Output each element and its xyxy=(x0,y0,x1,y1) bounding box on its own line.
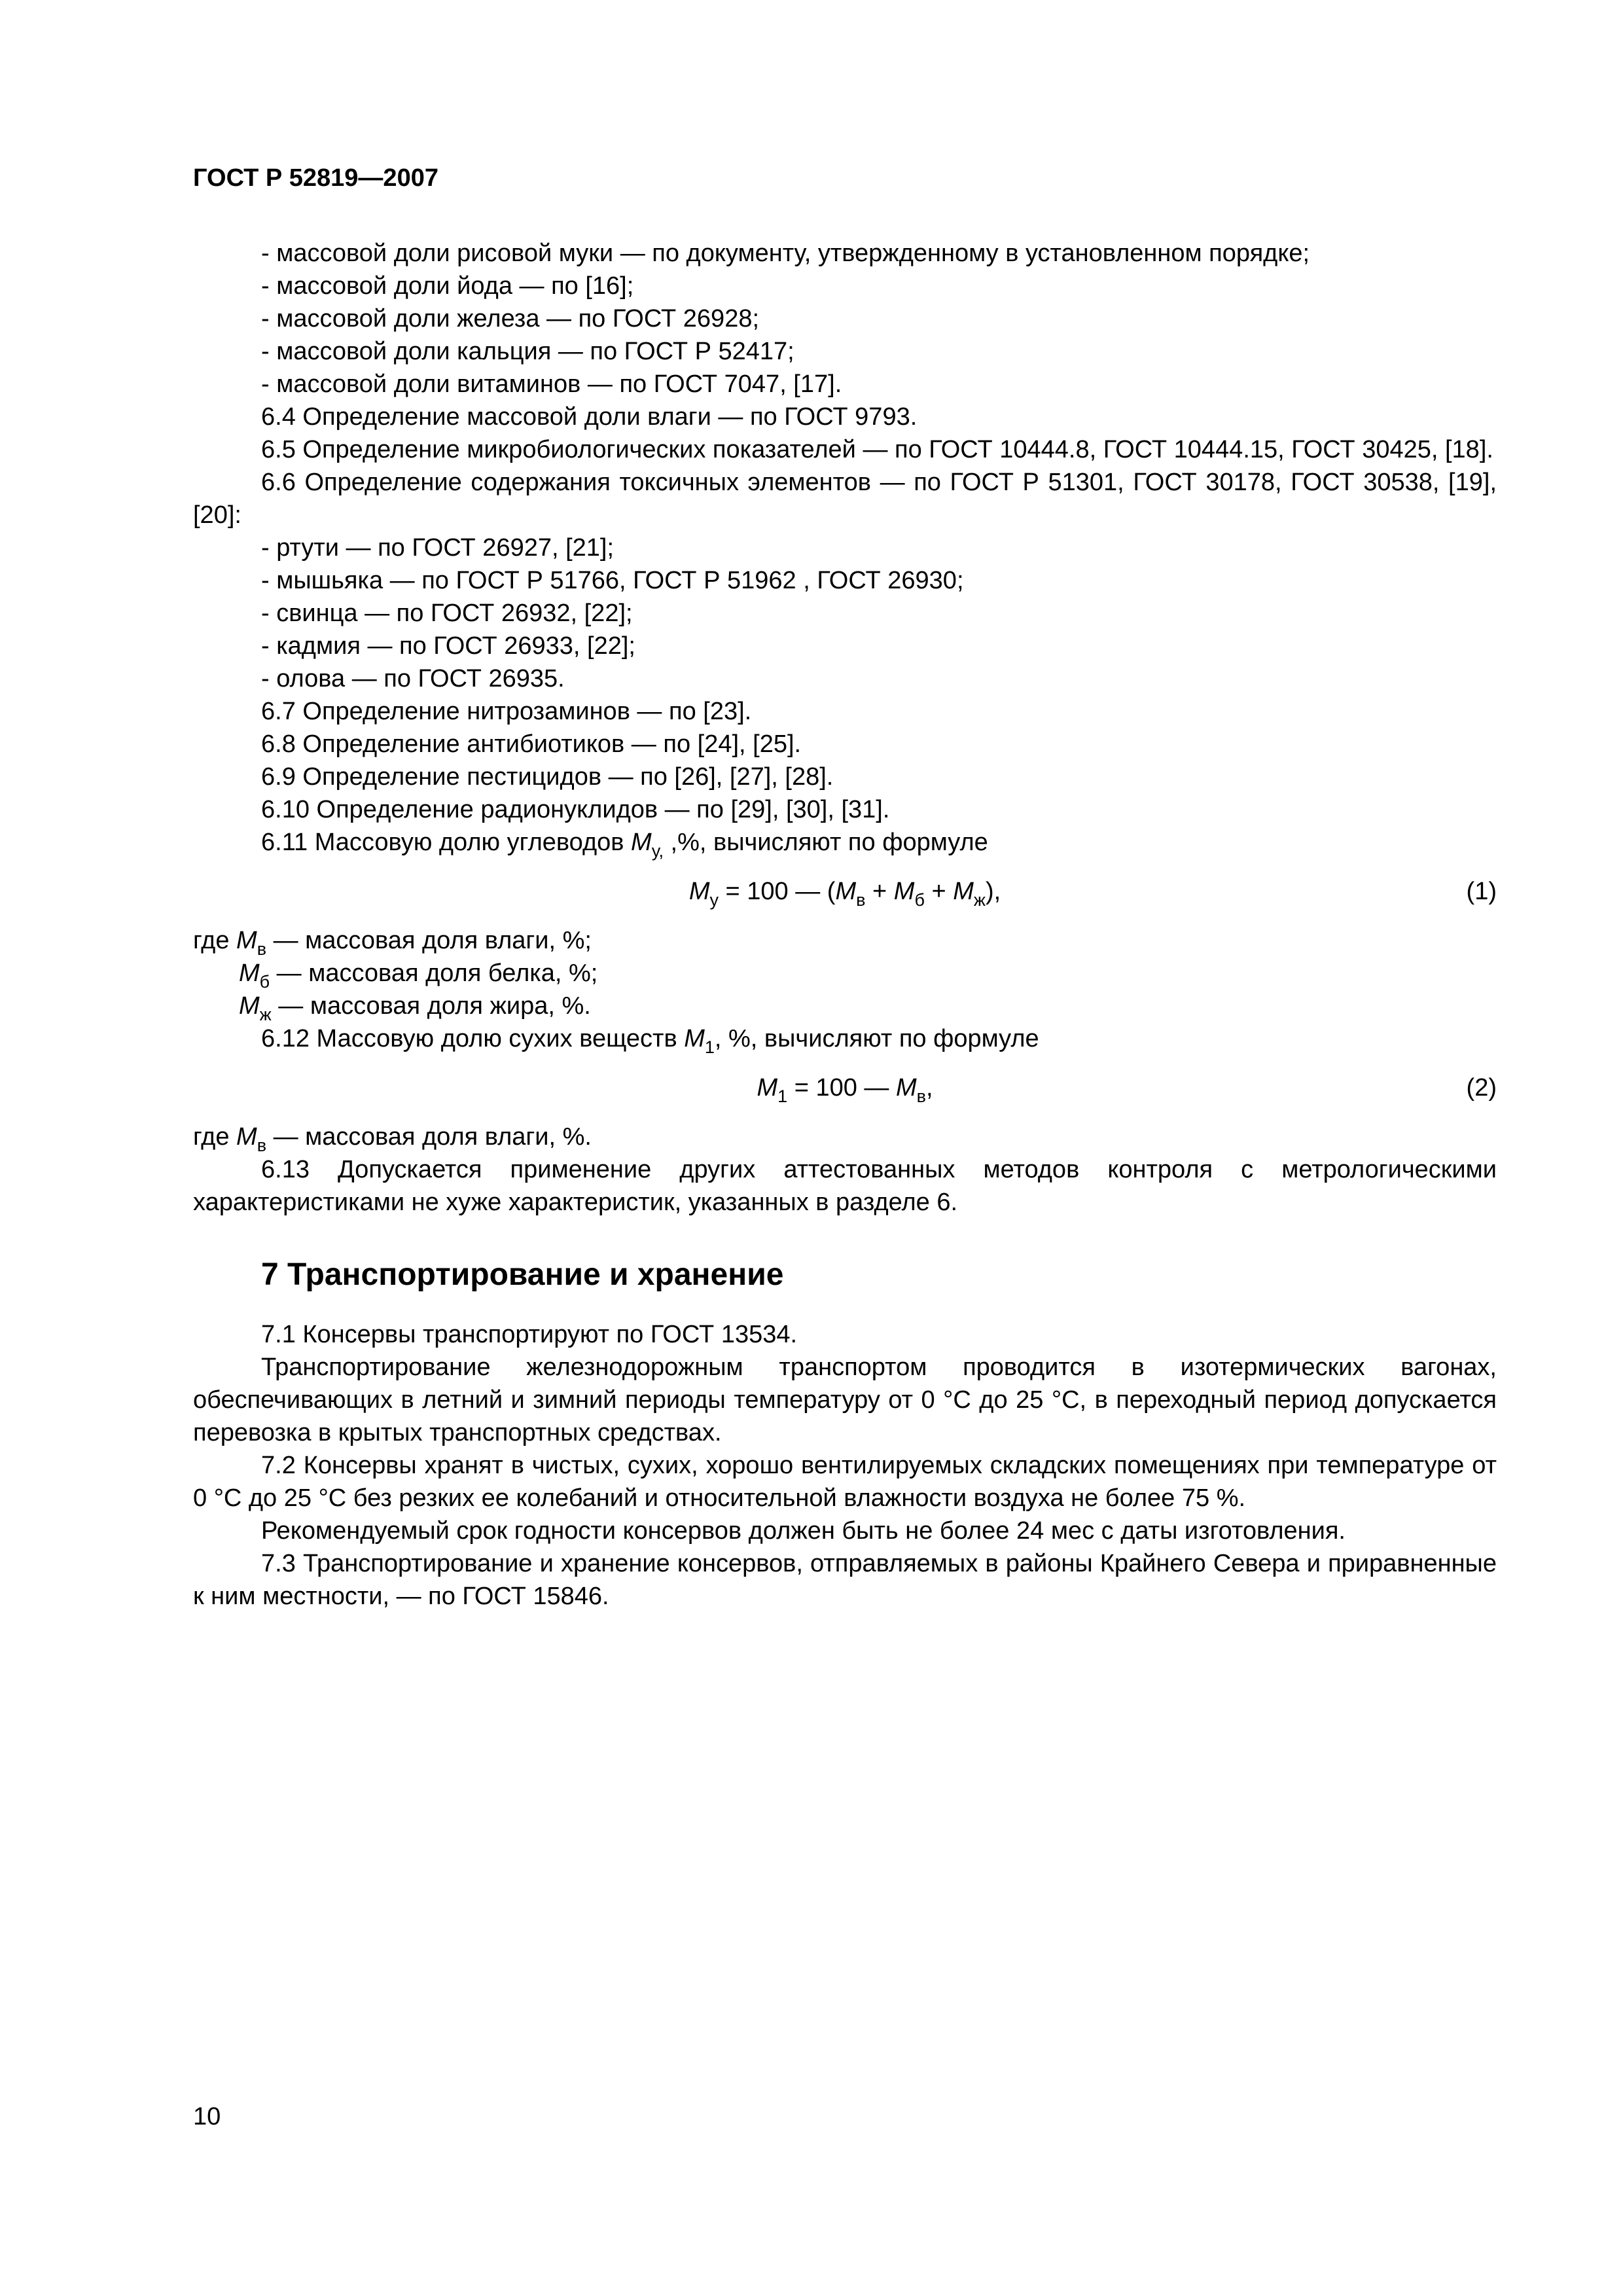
list-item: - ртути — по ГОСТ 26927, [21]; xyxy=(261,534,615,562)
paragraph-6-7: 6.7 Определение нитрозаминов — по [23]. xyxy=(261,698,752,725)
variable-subscript: в xyxy=(257,1136,267,1155)
paragraph-6-11 xyxy=(193,826,1497,859)
variable-subscript: в xyxy=(856,890,866,910)
list-item: - массовой доли рисовой муки — по документу, утвержденному в установленном порядке; xyxy=(261,240,1310,267)
list-item: - свинца — по ГОСТ 26932, [22]; xyxy=(261,600,633,627)
paragraph-text: 6.11 Массовую долю углеводов xyxy=(261,829,632,856)
section-heading: 7 Транспортирование и хранение xyxy=(261,1257,784,1292)
variable: M xyxy=(688,878,710,905)
document-header: ГОСТ Р 52819—2007 xyxy=(193,164,438,192)
definition-line xyxy=(193,957,1497,990)
paragraph-7-1: 7.1 Консервы транспортируют по ГОСТ 13534. xyxy=(261,1321,798,1348)
definition-line xyxy=(193,924,1497,957)
variable-subscript: 1 xyxy=(777,1086,788,1106)
variable: M xyxy=(895,1074,917,1102)
variable: M xyxy=(893,878,915,905)
paragraph-6-8: 6.8 Определение антибиотиков — по [24], [25]. xyxy=(261,730,802,758)
paragraph-text: ,%, вычисляют по формуле xyxy=(664,829,988,856)
variable: M xyxy=(631,829,652,856)
variable: M xyxy=(239,992,260,1020)
paragraph-6-9: 6.9 Определение пестицидов — по [26], [27], [28]. xyxy=(261,763,834,791)
formula-text: + xyxy=(924,878,954,905)
variable: M xyxy=(835,878,857,905)
formula-number: (2) xyxy=(1466,1074,1497,1102)
variable: M xyxy=(684,1025,705,1052)
paragraph-7-1-continued: Транспортирование железнодорожным транспортом проводится в изотермических вагонах, обеспечивающих в летний и зимний периоды температуру от 0 °С до 25 °С, в переходный период допускается перевозка в крытых транспортных средствах. xyxy=(193,1354,1497,1446)
list-item: - массовой доли витаминов — по ГОСТ 7047, [17]. xyxy=(261,370,842,398)
variable: M xyxy=(757,1074,778,1102)
variable: M xyxy=(236,927,257,954)
definition-text: — массовая доля влаги, %. xyxy=(266,1123,592,1151)
variable-subscript: ж xyxy=(259,1005,272,1024)
paragraph-7-2-continued: Рекомендуемый срок годности консервов должен быть не более 24 мес с даты изготовления. xyxy=(261,1517,1346,1545)
variable-subscript: б xyxy=(914,890,925,910)
formula-expression xyxy=(757,1055,933,1121)
definition-text: — массовая доля влаги, %; xyxy=(266,927,592,954)
variable: M xyxy=(239,960,260,987)
formula-2 xyxy=(193,1055,1497,1121)
list-item: - массовой доли йода — по [16]; xyxy=(261,272,634,300)
variable: M xyxy=(236,1123,257,1151)
paragraph-6-5: 6.5 Определение микробиологических показателей — по ГОСТ 10444.8, ГОСТ 10444.15, ГОСТ 30425, [18]. xyxy=(261,436,1493,463)
formula-text: ), xyxy=(985,878,1001,905)
paragraph-7-2: 7.2 Консервы хранят в чистых, сухих, хорошо вентилируемых складских помещениях при температуре от 0 °С до 25 °С без резких ее колебаний и относительной влажности воздуха не более 75 %. xyxy=(193,1452,1497,1512)
list-item: - массовой доли кальция — по ГОСТ Р 52417; xyxy=(261,338,794,365)
definition-text: — массовая доля белка, %; xyxy=(270,960,598,987)
variable-subscript: 1 xyxy=(704,1037,715,1057)
variable-subscript: в xyxy=(916,1086,926,1106)
paragraph-6-6: 6.6 Определение содержания токсичных элементов — по ГОСТ Р 51301, ГОСТ 30178, ГОСТ 30538, [19], [20]: xyxy=(193,469,1497,529)
paragraph-6-13: 6.13 Допускается применение других аттестованных методов контроля с метрологическими характеристиками не хуже характеристик, указанных в разделе 6. xyxy=(193,1156,1497,1216)
definition-where: где xyxy=(193,1123,237,1151)
variable-subscript: в xyxy=(257,939,267,959)
variable-subscript: у, xyxy=(651,841,664,861)
formula-text: = 100 — xyxy=(787,1074,896,1102)
paragraph-text: 6.12 Массовую долю сухих веществ xyxy=(261,1025,685,1052)
paragraph-7-3: 7.3 Транспортирование и хранение консервов, отправляемых в районы Крайнего Севера и приравненные к ним местности, — по ГОСТ 15846. xyxy=(193,1550,1497,1610)
definition-line xyxy=(193,990,1497,1022)
list-item: - мышьяка — по ГОСТ Р 51766, ГОСТ Р 51962 , ГОСТ 26930; xyxy=(261,567,964,594)
variable-subscript: у xyxy=(709,890,719,910)
document-body xyxy=(193,237,1497,1613)
formula-number: (1) xyxy=(1466,878,1497,905)
page-number: 10 xyxy=(193,2103,221,2130)
paragraph-6-10: 6.10 Определение радионуклидов — по [29], [30], [31]. xyxy=(261,796,890,823)
list-item: - кадмия — по ГОСТ 26933, [22]; xyxy=(261,632,635,660)
formula-text: + xyxy=(865,878,894,905)
paragraph-6-4: 6.4 Определение массовой доли влаги — по ГОСТ 9793. xyxy=(261,403,918,431)
definition-text: — массовая доля жира, %. xyxy=(271,992,591,1020)
variable: M xyxy=(953,878,974,905)
variable-subscript: б xyxy=(259,972,270,992)
paragraph-text: , %, вычисляют по формуле xyxy=(714,1025,1039,1052)
list-item: - массовой доли железа — по ГОСТ 26928; xyxy=(261,305,760,332)
variable-subscript: ж xyxy=(973,890,986,910)
formula-text: = 100 — ( xyxy=(718,878,836,905)
formula-text: , xyxy=(925,1074,933,1102)
paragraph-6-12 xyxy=(193,1022,1497,1055)
formula-expression xyxy=(689,859,1001,924)
formula-1 xyxy=(193,859,1497,924)
list-item: - олова — по ГОСТ 26935. xyxy=(261,665,565,692)
definition-line xyxy=(193,1121,1497,1153)
definition-where: где xyxy=(193,927,237,954)
